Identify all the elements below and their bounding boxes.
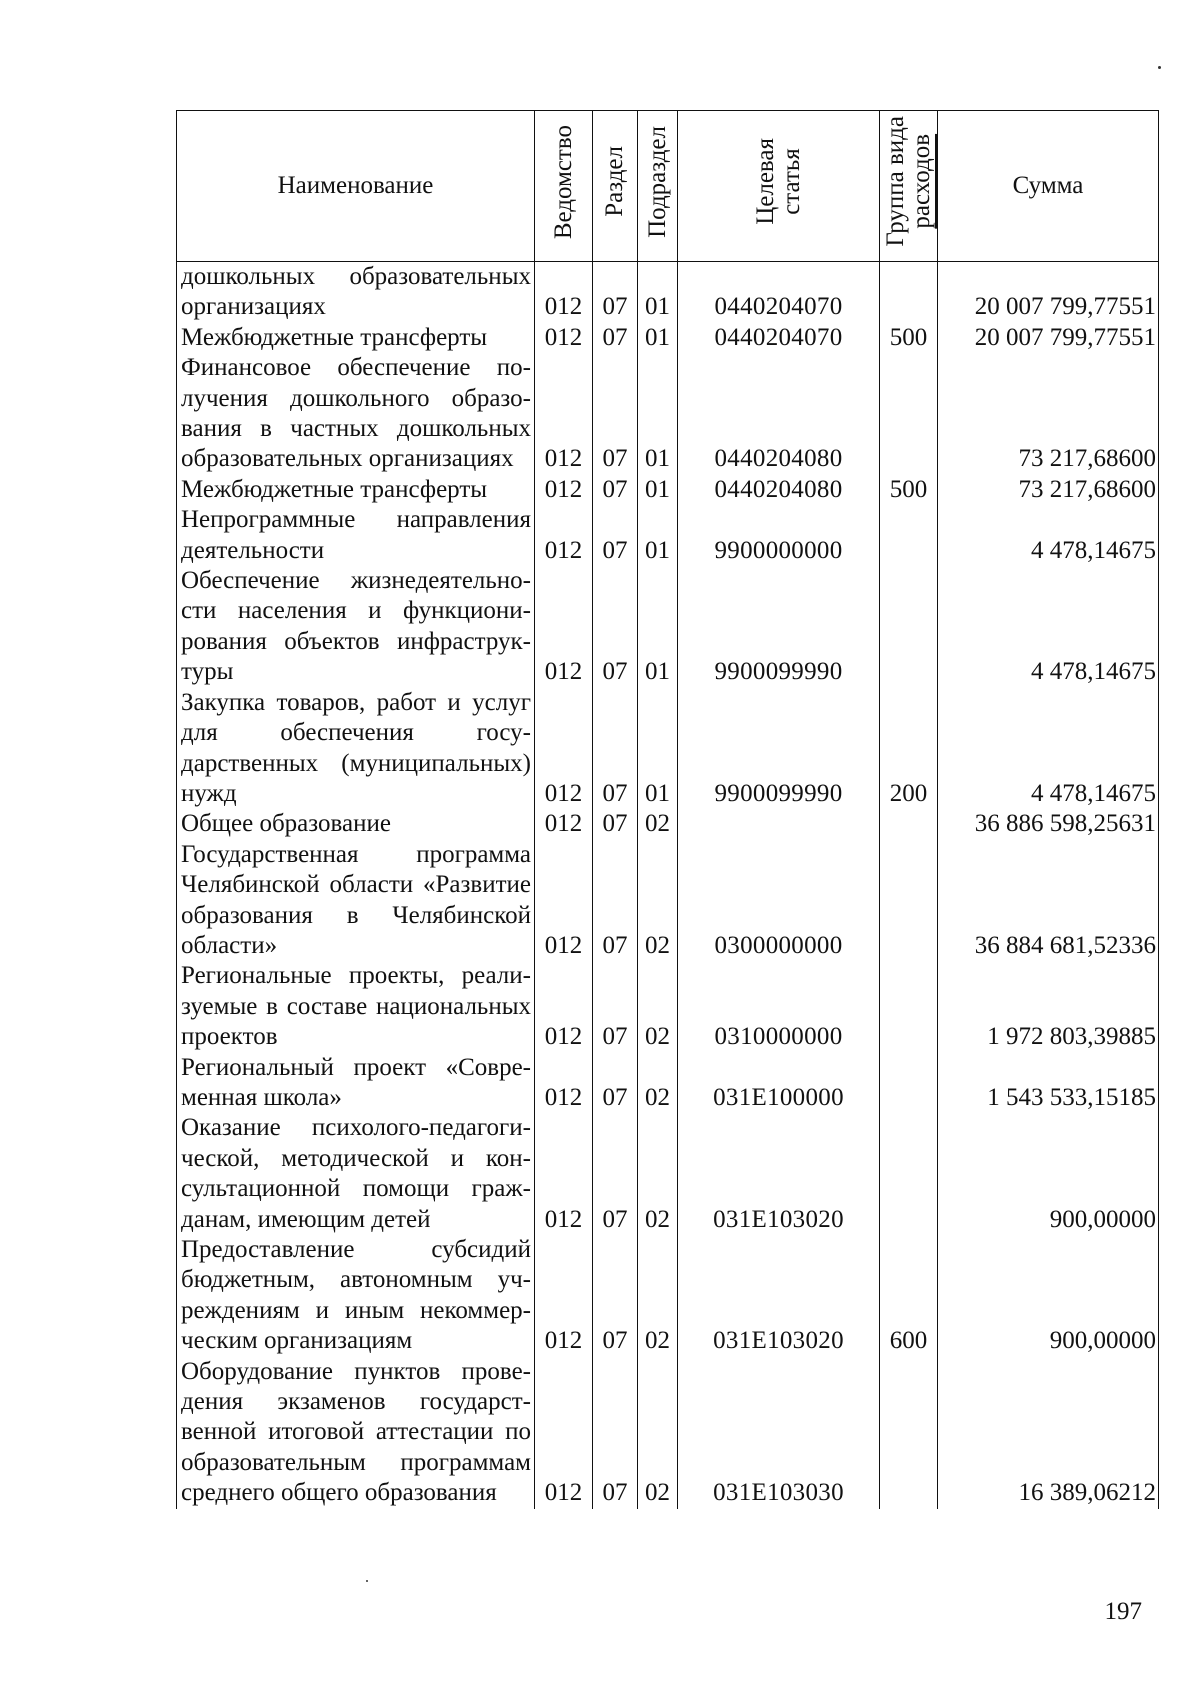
- scan-speck: [1158, 66, 1161, 69]
- row-vedomstvo-cell: 012: [535, 688, 593, 810]
- row-summa-cell: 73 217,68600: [938, 353, 1159, 475]
- row-razdel-cell: 07: [593, 1235, 638, 1357]
- header-gruppa-line2: расходов: [907, 134, 935, 230]
- table-row: [177, 323, 1159, 353]
- row-razdel-cell: 07: [593, 1053, 638, 1114]
- row-celevaya-cell: 0440204080: [678, 475, 880, 505]
- row-summa-cell: 73 217,68600: [938, 475, 1159, 505]
- row-razdel-cell: 07: [593, 809, 638, 839]
- row-podrazdel-cell: 02: [638, 1053, 678, 1114]
- header-razdel-label: Раздел: [601, 146, 628, 218]
- row-gruppa-cell: 600: [880, 1235, 938, 1357]
- budget-table-wrapper: [176, 110, 1158, 1509]
- row-gruppa-cell: [880, 505, 938, 566]
- table-row: [177, 505, 1159, 566]
- row-vedomstvo-cell: 012: [535, 1113, 593, 1235]
- row-summa-cell: 4 478,14675: [938, 505, 1159, 566]
- row-podrazdel-cell: 01: [638, 262, 678, 323]
- row-name-cell: Региональные проекты, реализуемые в составе национальных проектов: [177, 961, 535, 1052]
- table-row: [177, 262, 1159, 323]
- row-summa-cell: 900,00000: [938, 1235, 1159, 1357]
- row-podrazdel-cell: 02: [638, 961, 678, 1052]
- table-row: [177, 1113, 1159, 1235]
- row-celevaya-cell: 031E103020: [678, 1113, 880, 1235]
- row-summa-cell: 1 543 533,15185: [938, 1053, 1159, 1114]
- row-celevaya-cell: 031E100000: [678, 1053, 880, 1114]
- row-summa-cell: 20 007 799,77551: [938, 262, 1159, 323]
- row-razdel-cell: 07: [593, 1357, 638, 1509]
- row-celevaya-cell: 9900099990: [678, 688, 880, 810]
- row-vedomstvo-cell: 012: [535, 961, 593, 1052]
- row-name-cell: Предоставление субсидий бюджетным, автономным учреждениям и иным некоммерческим организациям: [177, 1235, 535, 1357]
- row-celevaya-cell: 031E103020: [678, 1235, 880, 1357]
- row-summa-cell: 1 972 803,39885: [938, 961, 1159, 1052]
- header-celevaya-statya: [678, 111, 880, 262]
- row-razdel-cell: 07: [593, 475, 638, 505]
- header-razdel: [593, 111, 638, 262]
- row-vedomstvo-cell: 012: [535, 475, 593, 505]
- row-podrazdel-cell: 01: [638, 505, 678, 566]
- row-razdel-cell: 07: [593, 840, 638, 962]
- row-summa-cell: 36 886 598,25631: [938, 809, 1159, 839]
- row-name-cell: Обеспечение жизнедеятельности населения и функционирования объектов инфраструктуры: [177, 566, 535, 688]
- row-vedomstvo-cell: 012: [535, 505, 593, 566]
- row-summa-cell: 900,00000: [938, 1113, 1159, 1235]
- table-row: [177, 961, 1159, 1052]
- table-row: [177, 1053, 1159, 1114]
- row-celevaya-cell: 0440204070: [678, 262, 880, 323]
- row-gruppa-cell: [880, 840, 938, 962]
- table-row: [177, 566, 1159, 688]
- row-name-cell: Финансовое обеспечение получения дошкольного образования в частных дошкольных образовательных организациях: [177, 353, 535, 475]
- row-vedomstvo-cell: 012: [535, 1357, 593, 1509]
- row-gruppa-cell: [880, 566, 938, 688]
- row-vedomstvo-cell: 012: [535, 840, 593, 962]
- row-gruppa-cell: [880, 353, 938, 475]
- row-razdel-cell: 07: [593, 262, 638, 323]
- table-header-row: [177, 111, 1159, 262]
- row-podrazdel-cell: 02: [638, 1235, 678, 1357]
- row-podrazdel-cell: 01: [638, 566, 678, 688]
- row-vedomstvo-cell: 012: [535, 1053, 593, 1114]
- table-row: [177, 840, 1159, 962]
- row-summa-cell: 16 389,06212: [938, 1357, 1159, 1509]
- row-vedomstvo-cell: 012: [535, 1235, 593, 1357]
- row-summa-cell: 4 478,14675: [938, 566, 1159, 688]
- header-vedomstvo-label: Ведомство: [549, 124, 577, 239]
- header-celevaya-line1: Целевая: [751, 138, 779, 226]
- row-vedomstvo-cell: 012: [535, 262, 593, 323]
- row-podrazdel-cell: 02: [638, 809, 678, 839]
- row-gruppa-cell: [880, 1357, 938, 1509]
- row-podrazdel-cell: 01: [638, 688, 678, 810]
- row-gruppa-cell: 200: [880, 688, 938, 810]
- row-name-cell: Региональный проект «Современная школа»: [177, 1053, 535, 1114]
- row-gruppa-cell: [880, 262, 938, 323]
- row-razdel-cell: 07: [593, 688, 638, 810]
- row-name-cell: дошкольных образовательных организациях: [177, 262, 535, 323]
- row-name-cell: Межбюджетные трансферты: [177, 475, 535, 505]
- table-row: [177, 1357, 1159, 1509]
- row-razdel-cell: 07: [593, 353, 638, 475]
- row-razdel-cell: 07: [593, 1113, 638, 1235]
- row-podrazdel-cell: 01: [638, 353, 678, 475]
- budget-table: [176, 110, 1159, 1509]
- header-celevaya-statya-label: [753, 138, 805, 225]
- row-gruppa-cell: [880, 1113, 938, 1235]
- row-vedomstvo-cell: 012: [535, 323, 593, 353]
- row-podrazdel-cell: 01: [638, 323, 678, 353]
- row-vedomstvo-cell: 012: [535, 353, 593, 475]
- row-razdel-cell: 07: [593, 323, 638, 353]
- row-gruppa-cell: [880, 1053, 938, 1114]
- row-celevaya-cell: [678, 809, 880, 839]
- row-gruppa-cell: [880, 809, 938, 839]
- row-celevaya-cell: 0440204080: [678, 353, 880, 475]
- header-podrazdel: [638, 111, 678, 262]
- row-razdel-cell: 07: [593, 961, 638, 1052]
- row-summa-cell: 36 884 681,52336: [938, 840, 1159, 962]
- header-gruppa-label: [883, 116, 935, 247]
- row-summa-cell: 20 007 799,77551: [938, 323, 1159, 353]
- row-celevaya-cell: 031E103030: [678, 1357, 880, 1509]
- row-gruppa-cell: 500: [880, 323, 938, 353]
- row-celevaya-cell: 0300000000: [678, 840, 880, 962]
- row-vedomstvo-cell: 012: [535, 566, 593, 688]
- header-name: [177, 111, 535, 262]
- header-summa: [938, 111, 1159, 262]
- row-name-cell: Оборудование пунктов проведения экзаменов государственной итоговой аттестации по образовательным программам среднего общего образования: [177, 1357, 535, 1509]
- row-podrazdel-cell: 02: [638, 1113, 678, 1235]
- header-vedomstvo: [535, 111, 593, 262]
- header-gruppa-line1: Группа вида: [881, 116, 909, 248]
- table-row: [177, 1235, 1159, 1357]
- row-name-cell: Межбюджетные трансферты: [177, 323, 535, 353]
- header-celevaya-line2: статья: [777, 148, 805, 216]
- header-summa-label: Сумма: [1012, 171, 1084, 199]
- row-razdel-cell: 07: [593, 505, 638, 566]
- table-row: [177, 353, 1159, 475]
- row-podrazdel-cell: 02: [638, 840, 678, 962]
- row-name-cell: Оказание психолого-педагогической, методической и консультационной помощи гражданам, имеющим детей: [177, 1113, 535, 1235]
- table-row: [177, 809, 1159, 839]
- row-name-cell: Непрограммные направления деятельности: [177, 505, 535, 566]
- header-name-label: Наименование: [277, 171, 434, 199]
- header-gruppa-vida-rashodov: [880, 111, 938, 262]
- table-row: [177, 475, 1159, 505]
- table-row: [177, 688, 1159, 810]
- row-celevaya-cell: 9900000000: [678, 505, 880, 566]
- row-vedomstvo-cell: 012: [535, 809, 593, 839]
- row-name-cell: Закупка товаров, работ и услуг для обеспечения государственных (муниципальных) нужд: [177, 688, 535, 810]
- table-body: [177, 262, 1159, 1509]
- row-gruppa-cell: [880, 961, 938, 1052]
- row-razdel-cell: 07: [593, 566, 638, 688]
- row-celevaya-cell: 0310000000: [678, 961, 880, 1052]
- page-number: 197: [1104, 1598, 1142, 1625]
- row-podrazdel-cell: 01: [638, 475, 678, 505]
- header-podrazdel-label: Подраздел: [643, 125, 671, 238]
- row-celevaya-cell: 0440204070: [678, 323, 880, 353]
- row-name-cell: Общее образование: [177, 809, 535, 839]
- row-podrazdel-cell: 02: [638, 1357, 678, 1509]
- row-name-cell: Государственная программа Челябинской области «Развитие образования в Челябинской области»: [177, 840, 535, 962]
- row-celevaya-cell: 9900099990: [678, 566, 880, 688]
- row-summa-cell: 4 478,14675: [938, 688, 1159, 810]
- scan-speck: [366, 1580, 368, 1582]
- row-gruppa-cell: 500: [880, 475, 938, 505]
